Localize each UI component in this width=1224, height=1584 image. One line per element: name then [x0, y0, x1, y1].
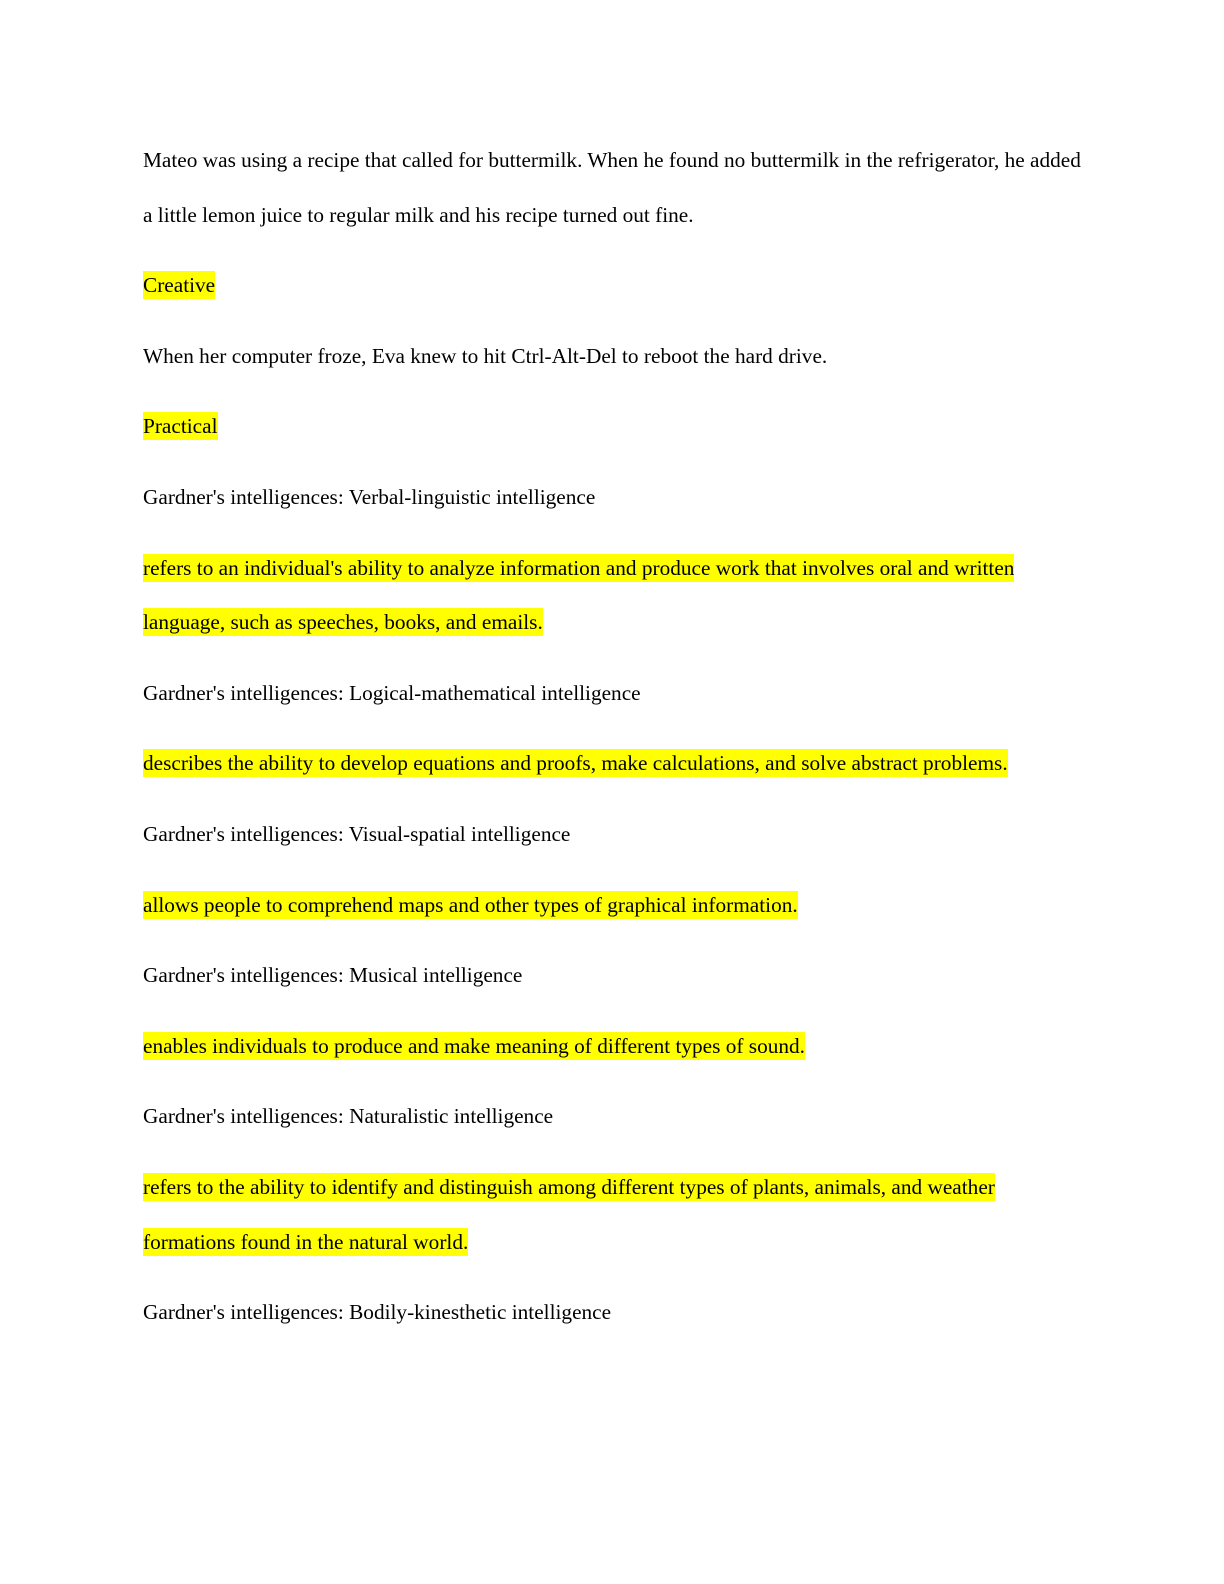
- paragraph-text: When her computer froze, Eva knew to hit Ctrl-Alt-Del to reboot the hard drive.: [143, 343, 828, 368]
- highlighted-text: Creative: [143, 273, 216, 298]
- term-visual-spatial: [143, 807, 1083, 862]
- term-musical: [143, 948, 1083, 1003]
- highlighted-text: enables individuals to produce and make meaning of different types of sound.: [143, 1033, 806, 1058]
- definition-verbal-linguistic: [143, 541, 1083, 650]
- paragraph-text: Mateo was using a recipe that called for buttermilk. When he found no buttermilk in the refrigerator, he added a little lemon juice to regular milk and his recipe turned out fine.: [143, 148, 1081, 227]
- answer-creative: [143, 258, 1083, 313]
- paragraph-text: Gardner's intelligences: Verbal-linguistic intelligence: [143, 484, 596, 509]
- document-body: [143, 133, 1083, 1356]
- definition-logical-mathematical: [143, 736, 1083, 791]
- definition-musical: [143, 1019, 1083, 1074]
- paragraph-text: Gardner's intelligences: Naturalistic intelligence: [143, 1104, 554, 1129]
- definition-naturalistic: [143, 1160, 1083, 1269]
- highlighted-text: refers to the ability to identify and distinguish among different types of plants, animals, and weather formations found in the natural world.: [143, 1174, 995, 1254]
- highlighted-text: describes the ability to develop equations and proofs, make calculations, and solve abstract problems.: [143, 751, 1008, 776]
- paragraph-text: Gardner's intelligences: Musical intelligence: [143, 963, 523, 988]
- term-bodily-kinesthetic: [143, 1285, 1083, 1340]
- answer-practical: [143, 399, 1083, 454]
- term-verbal-linguistic: [143, 470, 1083, 525]
- paragraph-text: Gardner's intelligences: Logical-mathematical intelligence: [143, 680, 641, 705]
- highlighted-text: refers to an individual's ability to analyze information and produce work that involves oral and written language, such as speeches, books, and emails.: [143, 555, 1015, 635]
- paragraph-eva-computer: [143, 329, 1083, 384]
- term-logical-mathematical: [143, 666, 1083, 721]
- paragraph-mateo-buttermilk: [143, 133, 1083, 242]
- paragraph-text: Gardner's intelligences: Visual-spatial intelligence: [143, 821, 571, 846]
- term-naturalistic: [143, 1089, 1083, 1144]
- definition-visual-spatial: [143, 878, 1083, 933]
- highlighted-text: Practical: [143, 414, 218, 439]
- paragraph-text: Gardner's intelligences: Bodily-kinesthetic intelligence: [143, 1300, 612, 1325]
- highlighted-text: allows people to comprehend maps and other types of graphical information.: [143, 892, 798, 917]
